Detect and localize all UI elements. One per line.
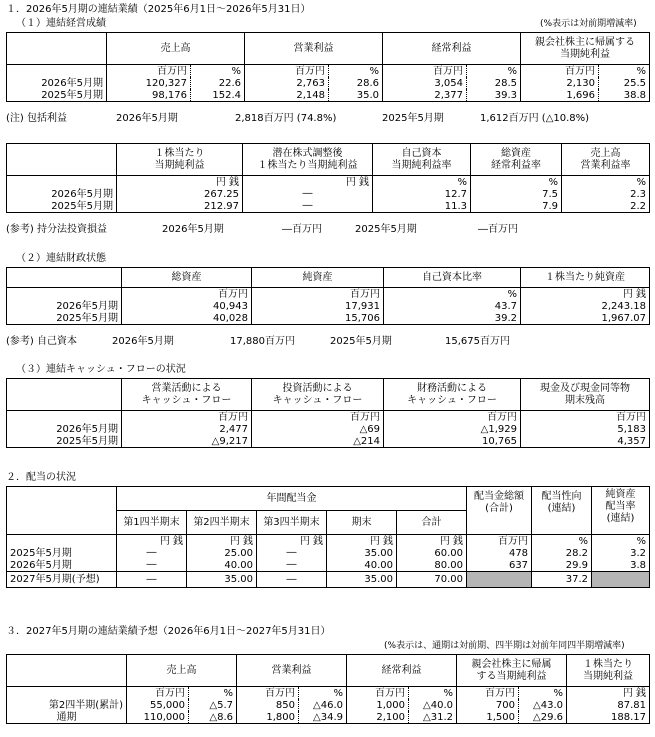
row-label: 2025年5月期 bbox=[7, 435, 122, 448]
unit: 円 銭 bbox=[243, 176, 373, 189]
header-bps: １株当たり純資産 bbox=[521, 268, 650, 288]
unit: % bbox=[409, 687, 457, 700]
header-total-assets: 総資産 bbox=[122, 268, 252, 288]
unit: % bbox=[592, 535, 650, 548]
header-diluted-eps: 潜在株式調整後 １株当たり当期純利益 bbox=[243, 144, 373, 176]
section-title: ３．2027年5月期の連結業績予想（2026年6月1日～2027年5月31日） bbox=[6, 626, 331, 637]
header-total: 合計 bbox=[397, 511, 467, 535]
unit: % bbox=[532, 535, 592, 548]
header-sales: 売上高 bbox=[107, 33, 245, 65]
subsection-title: （１）連結経営成績 bbox=[16, 18, 106, 29]
row-label: 2026年5月期 bbox=[7, 188, 117, 200]
header-sales: 売上高 bbox=[127, 655, 237, 687]
forecast-table bbox=[6, 654, 650, 724]
row-label: 2026年5月期 bbox=[7, 300, 122, 312]
unit: 百万円 bbox=[457, 687, 519, 700]
header-q1: 第1四半期末 bbox=[117, 511, 187, 535]
unit: 百万円 bbox=[127, 687, 189, 700]
table-row: 2026年5月期 ― 40.00 ― 40.00 80.00 637 29.9 3.8 bbox=[7, 559, 650, 572]
unit: 円 銭 bbox=[117, 176, 243, 189]
unit: 円 銭 bbox=[567, 687, 650, 700]
header-year-end: 期末 bbox=[327, 511, 397, 535]
per-share-table bbox=[6, 143, 650, 213]
subsection-title: （３）連結キャッシュ・フローの状況 bbox=[16, 364, 186, 375]
subsection-title: （２）連結財政状態 bbox=[16, 253, 106, 264]
row-label: 2026年5月期 bbox=[7, 559, 117, 572]
row-label: 第2四半期(累計) bbox=[7, 699, 127, 711]
header-operating-income: 営業利益 bbox=[237, 655, 347, 687]
unit: 円 銭 bbox=[397, 535, 467, 548]
header-roe: 自己資本 当期純利益率 bbox=[373, 144, 471, 176]
change-note: (%表示は対前期増減率) bbox=[540, 19, 637, 29]
unit: 百万円 bbox=[383, 65, 467, 78]
header-net-assets: 純資産 bbox=[252, 268, 384, 288]
table-row: 第2四半期(累計) 55,000 △5.7 850 △46.0 1,000 △40.0 700 △43.0 87.81 bbox=[7, 699, 650, 711]
unit: 百万円 bbox=[122, 288, 252, 301]
unit: % bbox=[599, 65, 650, 78]
unit: % bbox=[299, 687, 347, 700]
cash-flow-table bbox=[6, 378, 650, 448]
header-annual-dividend: 年間配当金 bbox=[117, 487, 467, 511]
row-label: 2025年5月期 bbox=[7, 312, 122, 325]
unit: 百万円 bbox=[521, 411, 650, 424]
row-label: 2025年5月期 bbox=[7, 200, 117, 213]
unit: 円 銭 bbox=[117, 535, 187, 548]
table-row: 2026年5月期 40,943 17,931 43.7 2,243.18 bbox=[7, 300, 650, 312]
change-note: (%表示は、通期は対前期、四半期は対前年同四半期増減率) bbox=[384, 641, 625, 651]
section-title: ２．配当の状況 bbox=[6, 472, 76, 483]
financial-position-table bbox=[6, 267, 650, 325]
unit: % bbox=[519, 687, 567, 700]
header-q3: 第3四半期末 bbox=[257, 511, 327, 535]
unit: % bbox=[189, 687, 237, 700]
unit: % bbox=[329, 65, 383, 78]
header-investing-cf: 投資活動による キャッシュ・フロー bbox=[252, 379, 384, 411]
header-financing-cf: 財務活動による キャッシュ・フロー bbox=[384, 379, 521, 411]
table-row: 2026年5月期 120,327 22.6 2,763 28.6 3,054 28.5 2,130 25.5 bbox=[7, 77, 650, 89]
unit: % bbox=[471, 176, 562, 189]
header-doe: 純資産 配当率 (連結) bbox=[592, 487, 650, 535]
header-ordinary-income: 経常利益 bbox=[383, 33, 521, 65]
unit: % bbox=[562, 176, 650, 189]
table-row: 2025年5月期 98,176 152.4 2,148 35.0 2,377 39.3 1,696 38.8 bbox=[7, 89, 650, 102]
unit: 百万円 bbox=[252, 288, 384, 301]
header-margin: 売上高 営業利益率 bbox=[562, 144, 650, 176]
section-title: １．2026年5月期の連結業績（2025年6月1日～2026年5月31日） bbox=[6, 4, 311, 15]
row-label: 通期 bbox=[7, 711, 127, 724]
row-label: 2025年5月期 bbox=[7, 547, 117, 559]
unit: 百万円 bbox=[237, 687, 299, 700]
table-row: 2025年5月期 212.97 ― 11.3 7.9 2.2 bbox=[7, 200, 650, 213]
header-ordinary-income: 経常利益 bbox=[347, 655, 457, 687]
row-label: 2026年5月期 bbox=[7, 77, 107, 89]
header-net-income: 親会社株主に帰属 する当期純利益 bbox=[457, 655, 567, 687]
unit: % bbox=[373, 176, 471, 189]
header-total-dividend: 配当金総額 (合計) bbox=[467, 487, 532, 535]
header-operating-cf: 営業活動による キャッシュ・フロー bbox=[122, 379, 252, 411]
operating-results-table bbox=[6, 32, 650, 102]
unit: 百万円 bbox=[347, 687, 409, 700]
header-cash-balance: 現金及び現金同等物 期末残高 bbox=[521, 379, 650, 411]
header-payout-ratio: 配当性向 (連結) bbox=[532, 487, 592, 535]
unit: 百万円 bbox=[245, 65, 329, 78]
unit: 百万円 bbox=[384, 411, 521, 424]
header-net-income: 親会社株主に帰属する 当期純利益 bbox=[521, 33, 650, 65]
table-row: 2025年5月期 40,028 15,706 39.2 1,967.07 bbox=[7, 312, 650, 325]
table-row: 2027年5月期(予想) ― 35.00 ― 35.00 70.00 37.2 bbox=[7, 572, 650, 588]
dividend-table bbox=[6, 486, 650, 588]
unit: % bbox=[467, 65, 521, 78]
unit: 百万円 bbox=[521, 65, 599, 78]
header-operating-income: 営業利益 bbox=[245, 33, 383, 65]
row-label: 2026年5月期 bbox=[7, 423, 122, 435]
table-row: 通期 110,000 △8.6 1,800 △34.9 2,100 △31.2 1,500 △29.6 188.17 bbox=[7, 711, 650, 724]
unit: 円 銭 bbox=[327, 535, 397, 548]
unit: % bbox=[384, 288, 521, 301]
unit: 円 銭 bbox=[187, 535, 257, 548]
unit: 百万円 bbox=[122, 411, 252, 424]
table-row: 2026年5月期 267.25 ― 12.7 7.5 2.3 bbox=[7, 188, 650, 200]
header-q2: 第2四半期末 bbox=[187, 511, 257, 535]
unit: 百万円 bbox=[467, 535, 532, 548]
unit: 円 銭 bbox=[257, 535, 327, 548]
row-label: 2027年5月期(予想) bbox=[7, 572, 117, 588]
unit: 百万円 bbox=[252, 411, 384, 424]
unit: 百万円 bbox=[107, 65, 191, 78]
row-label: 2025年5月期 bbox=[7, 89, 107, 102]
unit: % bbox=[191, 65, 245, 78]
header-eps: １株当たり 当期純利益 bbox=[567, 655, 650, 687]
table-row: 2025年5月期 ― 25.00 ― 35.00 60.00 478 28.2 3.2 bbox=[7, 547, 650, 559]
header-equity-ratio: 自己資本比率 bbox=[384, 268, 521, 288]
header-roa: 総資産 経常利益率 bbox=[471, 144, 562, 176]
header-eps: １株当たり 当期純利益 bbox=[117, 144, 243, 176]
unit: 円 銭 bbox=[521, 288, 650, 301]
table-row: 2025年5月期 △9,217 △214 10,765 4,357 bbox=[7, 435, 650, 448]
table-row: 2026年5月期 2,477 △69 △1,929 5,183 bbox=[7, 423, 650, 435]
